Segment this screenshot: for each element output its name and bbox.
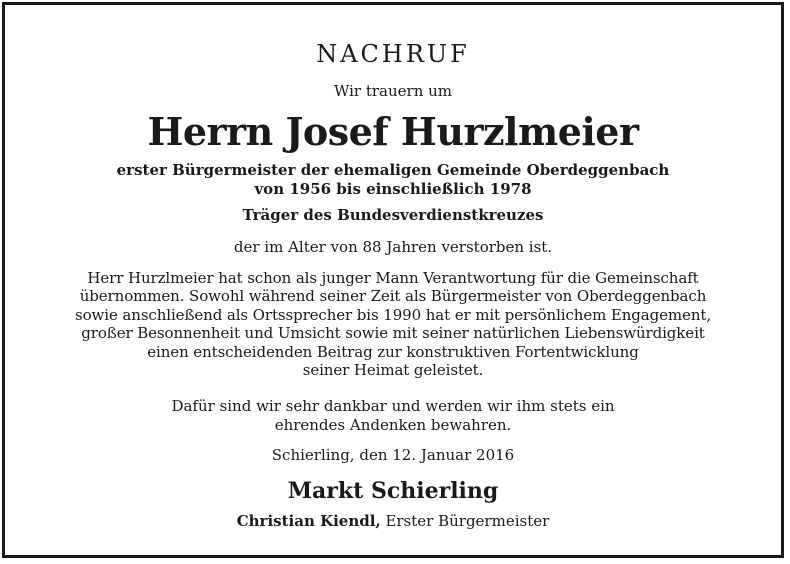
intro-line: Wir trauern um xyxy=(333,82,453,100)
place-date: Schierling, den 12. Januar 2016 xyxy=(271,446,515,464)
role-line: erster Bürgermeister der ehemaligen Gemeinde Oberdeggenbach xyxy=(116,161,670,179)
thanks-line: Dafür sind wir sehr dankbar und werden wir ihm stets ein xyxy=(171,397,615,415)
bio-line: großer Besonnenheit und Umsicht sowie mit seiner natürlichen Liebenswürdigkeit xyxy=(81,324,705,343)
role-line: von 1956 bis einschließlich 1978 xyxy=(254,180,532,198)
signer-line xyxy=(5,511,781,531)
notice-frame xyxy=(2,2,784,558)
bio-paragraph xyxy=(5,269,781,379)
thanks-paragraph xyxy=(5,397,781,435)
bio-line: Herr Hurzlmeier hat schon als junger Mann Verantwortung für die Gemeinschaft xyxy=(87,269,699,287)
signer-title: Erster Bürgermeister xyxy=(380,512,550,530)
signer-name: Christian Kiendl, xyxy=(236,512,381,530)
bio-line: übernommen. Sowohl während seiner Zeit als Bürgermeister von Oberdeggenbach xyxy=(79,287,707,306)
thanks-line: ehrendes Andenken bewahren. xyxy=(274,416,512,434)
bio-line: einen entscheidenden Beitrag zur konstruktiven Fortentwicklung xyxy=(147,342,639,361)
notice-heading: NACHRUF xyxy=(316,40,470,68)
age-line: der im Alter von 88 Jahren verstorben ist. xyxy=(233,238,553,256)
bio-line: seiner Heimat geleistet. xyxy=(302,361,484,380)
role-block xyxy=(5,161,781,199)
award-line: Träger des Bundesverdienstkreuzes xyxy=(242,206,544,224)
bio-line: sowie anschließend als Ortssprecher bis 1990 hat er mit persönlichem Engagement, xyxy=(75,305,711,324)
organization-name: Markt Schierling xyxy=(287,478,499,504)
deceased-name: Herrn Josef Hurzlmeier xyxy=(147,109,639,154)
